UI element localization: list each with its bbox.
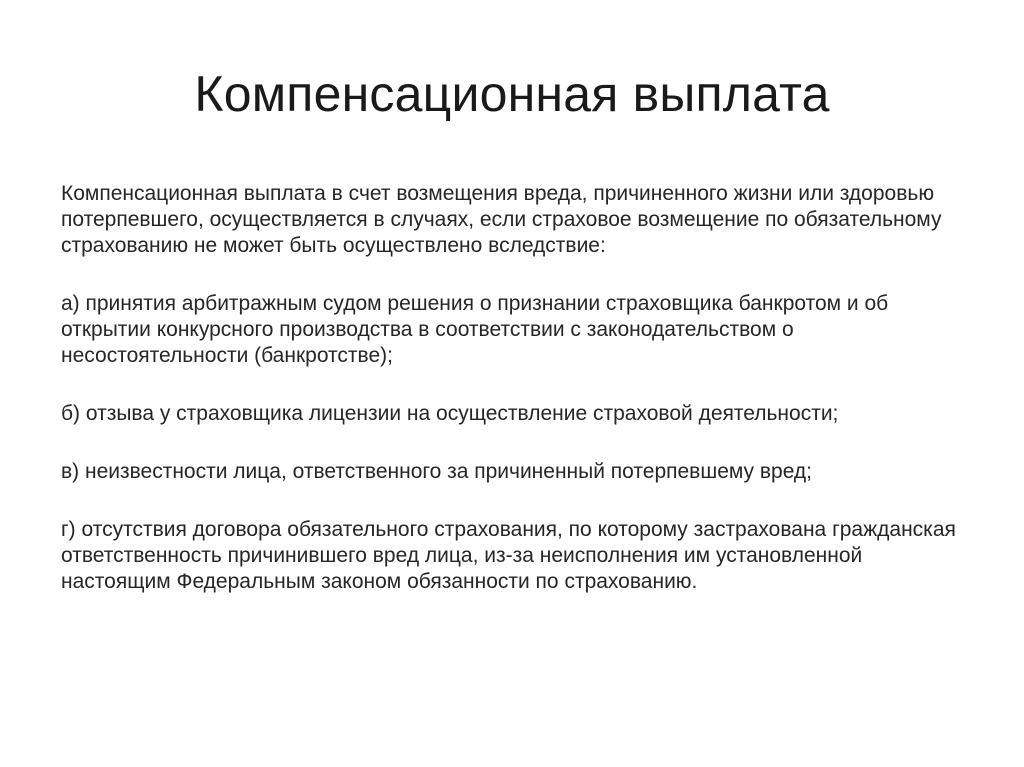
clause-v-paragraph: в) неизвестности лица, ответственного за причиненный потерпевшему вред;: [61, 460, 813, 483]
slide-body: [61, 181, 976, 595]
clause-a-paragraph: а) принятия арбитражным судом решения о признании страховщика банкротом и об открытии конкурсного производства в соответствии с законодательством о несостоятельности (банкротстве);: [61, 292, 889, 367]
clause-g-paragraph: г) отсутствия договора обязательного страхования, по которому застрахована гражданская ответственность причинившего вред лица, из-за неисполнения им установленной настоящим Федеральным законом обязанности по страхованию.: [61, 518, 956, 593]
clause-b-paragraph: б) отзыва у страховщика лицензии на осуществление страховой деятельности;: [61, 402, 839, 425]
slide-title: Компенсационная выплата: [194, 66, 830, 122]
intro-paragraph: Компенсационная выплата в счет возмещения вреда, причиненного жизни или здоровью потерпевшего, осуществляется в случаях, если страховое возмещение по обязательному страхованию не может быть осуществлено вследствие:: [61, 182, 942, 257]
